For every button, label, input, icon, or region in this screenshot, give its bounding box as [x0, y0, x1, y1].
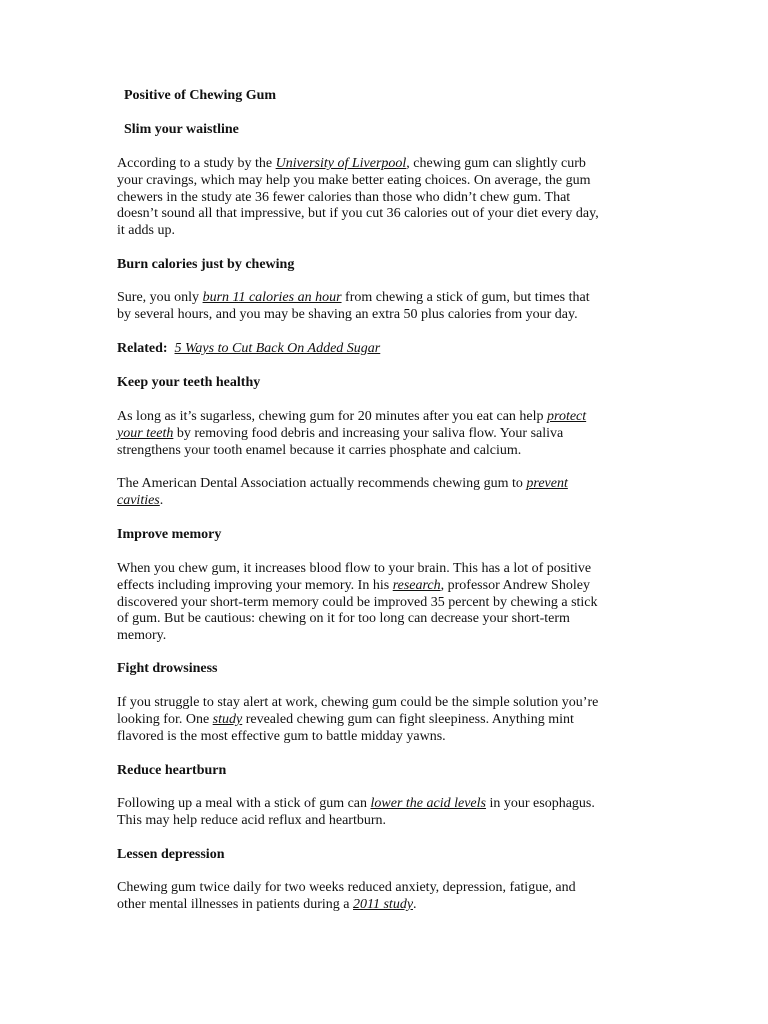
text-segment: The American Dental Association actually recommends chewing gum to [117, 476, 527, 491]
paragraph-waistline [117, 156, 657, 240]
heading-fight-drowsiness: Fight drowsiness [117, 661, 218, 676]
paragraph-burn-calories [117, 290, 657, 324]
related-line [117, 341, 657, 358]
text-line [117, 578, 657, 595]
heading-lessen-depression: Lessen depression [117, 847, 225, 862]
text-line [117, 290, 657, 307]
heading-improve-memory: Improve memory [117, 527, 222, 542]
text-line: memory. [117, 628, 167, 644]
paragraph-teeth [117, 409, 657, 459]
link-protect-your-teeth[interactable]: protect [547, 409, 587, 424]
related-label: Related: [117, 341, 168, 356]
text-segment: in your esophagus. [485, 796, 595, 811]
text-segment: looking for. One [117, 711, 213, 727]
link-added-sugar[interactable]: 5 Ways to Cut Back On Added Sugar [174, 341, 381, 356]
text-segment: . [413, 896, 417, 912]
text-segment: , chewing gum can slightly curb [406, 156, 586, 171]
text-line: by several hours, and you may be shaving an extra 50 plus calories from your day. [117, 306, 578, 322]
link-prevent-cavities-cont[interactable]: cavities [117, 492, 160, 508]
text-segment: , professor Andrew Sholey [440, 577, 590, 593]
text-line: of gum. But be cautious: chewing on it for too long can decrease your short-term [117, 611, 570, 627]
text-line [117, 712, 657, 729]
text-segment: effects including improving your memory. In his [117, 577, 393, 593]
text-line [117, 897, 657, 914]
text-line [117, 476, 657, 493]
text-segment: . [159, 492, 164, 508]
link-burn-11-calories[interactable]: burn 11 calories an hour [202, 290, 342, 305]
paragraph-depression [117, 880, 657, 914]
text-segment: As long as it’s sugarless, chewing gum for 20 minutes after you eat can help [117, 409, 548, 424]
text-line: doesn’t sound all that impressive, but if you cut 36 calories out of your diet every day, [117, 206, 599, 222]
link-protect-your-teeth-cont[interactable]: your teeth [117, 425, 174, 441]
text-segment: from chewing a stick of gum, but times that [341, 290, 590, 305]
text-segment: by removing food debris and increasing your saliva flow. Your saliva [173, 425, 564, 441]
text-segment: Sure, you only [117, 290, 203, 305]
text-segment: other mental illnesses in patients during a [117, 896, 354, 912]
link-research[interactable]: research [392, 577, 441, 593]
text-line: strengthens your tooth enamel because it carries phosphate and calcium. [117, 442, 522, 458]
paragraph-ada [117, 476, 657, 510]
text-line: flavored is the most effective gum to battle midday yawns. [117, 728, 446, 744]
text-line: it adds up. [117, 223, 175, 239]
text-line [117, 409, 657, 426]
text-line [117, 341, 657, 358]
heading-burn-calories: Burn calories just by chewing [117, 257, 295, 272]
text-line: chewers in the study ate 36 fewer calories than those who didn’t chew gum. That [117, 189, 571, 205]
paragraph-memory [117, 561, 657, 645]
link-study[interactable]: study [212, 711, 243, 727]
text-segment: revealed chewing gum can fight sleepiness. Anything mint [242, 711, 574, 727]
link-prevent-cavities[interactable]: prevent [526, 476, 568, 491]
text-line [117, 493, 657, 510]
document-title: Positive of Chewing Gum [124, 88, 277, 103]
text-line [117, 796, 657, 813]
text-line [117, 156, 657, 173]
text-line: your cravings, which may help you make better eating choices. On average, the gum [117, 172, 591, 188]
link-2011-study[interactable]: 2011 study [353, 896, 414, 912]
text-segment: According to a study by the [117, 156, 276, 171]
text-line: If you struggle to stay alert at work, chewing gum could be the simple solution you’re [117, 695, 599, 710]
text-line: This may help reduce acid reflux and heartburn. [117, 812, 387, 828]
text-line [117, 426, 657, 443]
paragraph-drowsiness [117, 695, 657, 745]
paragraph-heartburn [117, 796, 657, 830]
text-line: When you chew gum, it increases blood flow to your brain. This has a lot of positive [117, 561, 592, 576]
text-line: discovered your short-term memory could be improved 35 percent by chewing a stick [117, 594, 598, 610]
text-segment: Following up a meal with a stick of gum can [117, 796, 371, 811]
heading-keep-teeth-healthy: Keep your teeth healthy [117, 375, 261, 390]
link-university-of-liverpool[interactable]: University of Liverpool [275, 156, 407, 171]
heading-reduce-heartburn: Reduce heartburn [117, 763, 227, 778]
heading-slim-your-waistline: Slim your waistline [124, 122, 239, 137]
text-line: Chewing gum twice daily for two weeks reduced anxiety, depression, fatigue, and [117, 880, 576, 895]
link-lower-acid-levels[interactable]: lower the acid levels [370, 796, 486, 811]
